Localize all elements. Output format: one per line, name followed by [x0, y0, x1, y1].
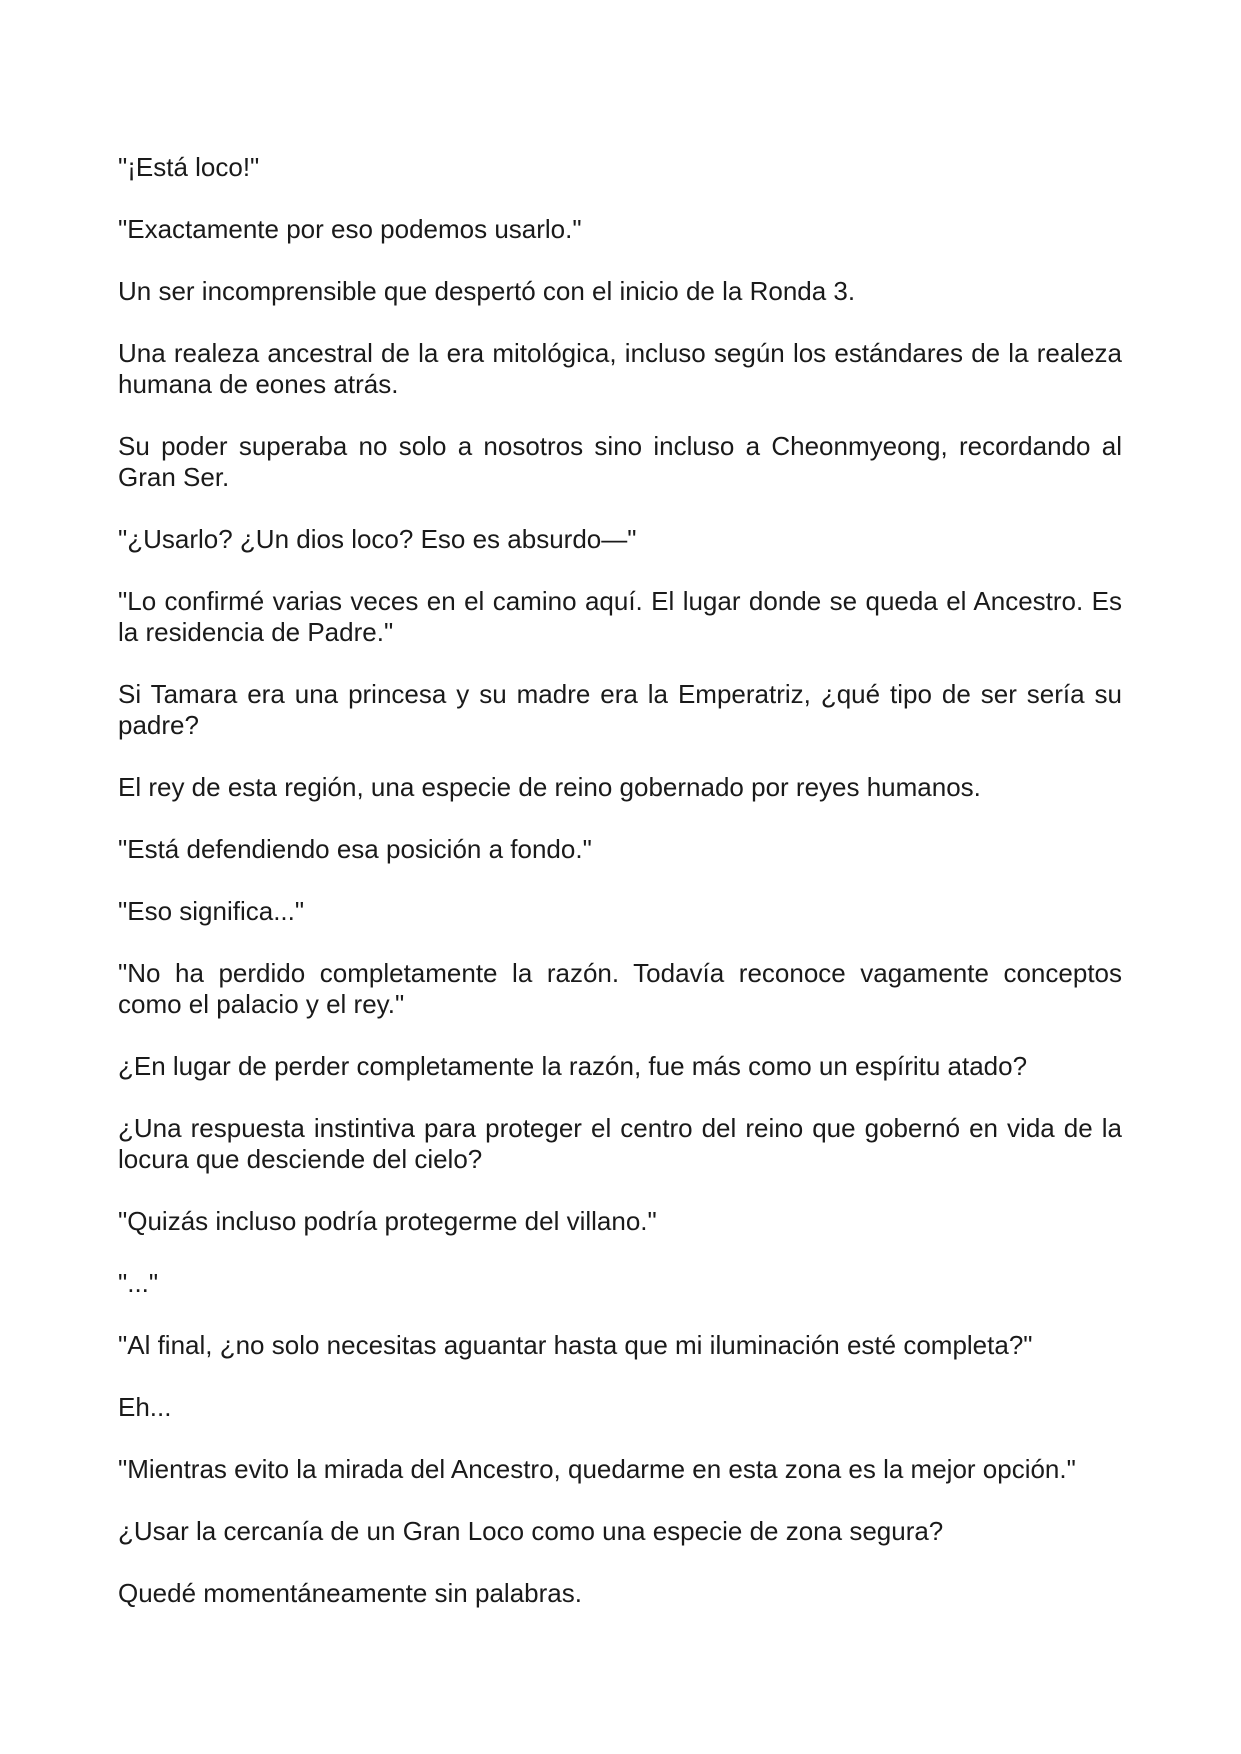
text-body	[118, 152, 1122, 1609]
paragraph: ¿Una respuesta instintiva para proteger el centro del reino que gobernó en vida de la locura que desciende del cielo?	[118, 1113, 1122, 1174]
paragraph: "¿Usarlo? ¿Un dios loco? Eso es absurdo—"	[118, 524, 637, 554]
paragraph: Eh...	[118, 1392, 172, 1422]
paragraph: "Quizás incluso podría protegerme del villano."	[118, 1206, 657, 1236]
paragraph: "Exactamente por eso podemos usarlo."	[118, 214, 582, 244]
paragraph: "..."	[118, 1268, 159, 1298]
paragraph: Un ser incomprensible que despertó con el inicio de la Ronda 3.	[118, 276, 856, 306]
paragraph: Quedé momentáneamente sin palabras.	[118, 1578, 582, 1608]
paragraph: "No ha perdido completamente la razón. Todavía reconoce vagamente conceptos como el palacio y el rey."	[118, 958, 1122, 1019]
paragraph: ¿Usar la cercanía de un Gran Loco como una especie de zona segura?	[118, 1516, 944, 1546]
paragraph: ¿En lugar de perder completamente la razón, fue más como un espíritu atado?	[118, 1051, 1028, 1081]
paragraph: "¡Está loco!"	[118, 152, 260, 182]
paragraph: "Mientras evito la mirada del Ancestro, quedarme en esta zona es la mejor opción."	[118, 1454, 1076, 1484]
paragraph: "Al final, ¿no solo necesitas aguantar hasta que mi iluminación esté completa?"	[118, 1330, 1033, 1360]
paragraph: "Eso significa..."	[118, 896, 305, 926]
paragraph: El rey de esta región, una especie de reino gobernado por reyes humanos.	[118, 772, 981, 802]
paragraph: Si Tamara era una princesa y su madre era la Emperatriz, ¿qué tipo de ser sería su padre?	[118, 679, 1122, 740]
paragraph: "Está defendiendo esa posición a fondo."	[118, 834, 592, 864]
paragraph: "Lo confirmé varias veces en el camino aquí. El lugar donde se queda el Ancestro. Es la residencia de Padre."	[118, 586, 1122, 647]
paragraph: Una realeza ancestral de la era mitológica, incluso según los estándares de la realeza humana de eones atrás.	[118, 338, 1122, 399]
paragraph: Su poder superaba no solo a nosotros sino incluso a Cheonmyeong, recordando al Gran Ser.	[118, 431, 1122, 492]
